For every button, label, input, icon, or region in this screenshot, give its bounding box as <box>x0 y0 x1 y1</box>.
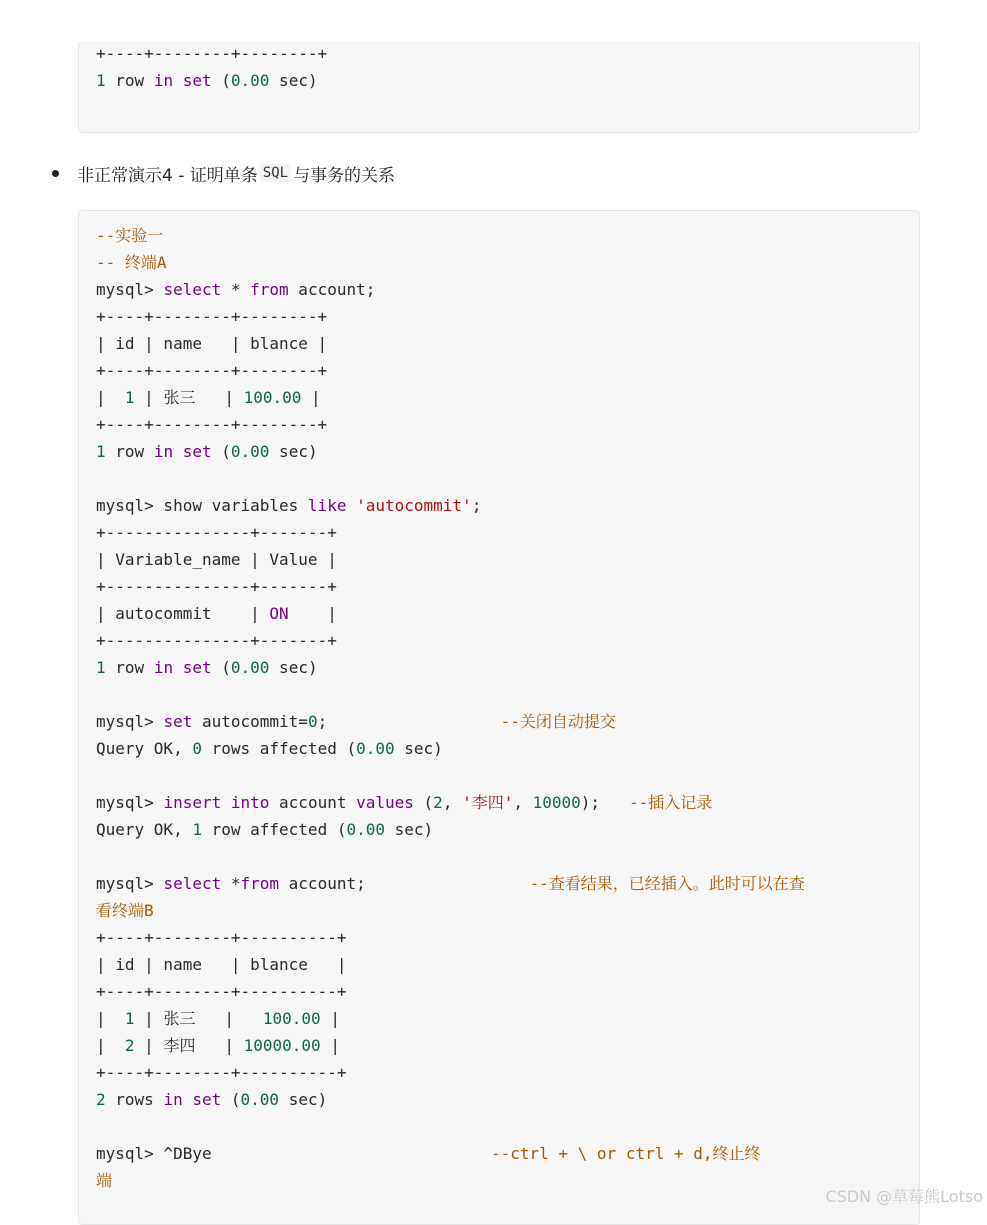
code-line <box>96 384 909 411</box>
watermark: CSDN @草莓熊Lotso <box>825 1187 983 1206</box>
code-token: +---------------+-------+ <box>96 631 337 650</box>
code-token: in <box>163 1090 183 1109</box>
code-token: 1 <box>96 442 106 461</box>
code-token: 0.00 <box>356 739 395 758</box>
code-token: 看终端B <box>96 901 154 920</box>
code-line <box>96 924 909 951</box>
code-token: 1 <box>124 388 135 407</box>
code-line <box>96 735 909 762</box>
code-token: 100.00 <box>262 1009 321 1028</box>
code-token: --查看结果，已经插入。此时可以在查 <box>529 874 805 893</box>
code-line <box>96 411 909 438</box>
code-token: 0 <box>307 712 318 731</box>
code-line <box>96 978 909 1005</box>
code-token: row <box>105 71 154 90</box>
code-line <box>96 276 909 303</box>
code-token: , <box>442 793 463 812</box>
code-block-main <box>78 210 920 1225</box>
code-token: mysql> <box>96 793 164 812</box>
code-token: sec) <box>269 658 318 677</box>
code-line <box>96 897 909 924</box>
code-token: values <box>356 793 414 812</box>
code-token <box>173 71 183 90</box>
code-block-top <box>78 42 920 133</box>
code-token: | <box>301 388 321 407</box>
bullet-text <box>77 161 395 186</box>
code-token: +----+--------+--------+ <box>96 44 328 63</box>
code-token: | Variable_name | Value | <box>96 550 337 569</box>
code-token: +----+--------+--------+ <box>96 361 328 380</box>
code-token: * <box>221 280 251 299</box>
code-line <box>96 681 909 708</box>
code-token: like <box>307 496 347 515</box>
code-token: autocommit= <box>192 712 308 731</box>
code-token: 10000 <box>532 793 581 812</box>
code-line <box>96 789 909 816</box>
bullet-text-before: 非正常演示4 - 证明单条 <box>77 165 258 186</box>
code-token: ( <box>211 658 231 677</box>
code-token: +----+--------+----------+ <box>96 1063 347 1082</box>
code-line <box>96 600 909 627</box>
code-line <box>96 438 909 465</box>
code-token: ; <box>317 712 501 731</box>
code-token: sec) <box>394 739 443 758</box>
code-token: sec) <box>269 71 318 90</box>
code-token: ON <box>269 604 289 623</box>
code-token: mysql> ^DBye <box>96 1144 491 1163</box>
code-token: --ctrl + \ or ctrl + d,终止终 <box>490 1144 761 1163</box>
bullet-item <box>52 160 395 186</box>
code-line <box>96 249 909 276</box>
code-token: select <box>163 280 222 299</box>
code-token: -- 终端A <box>96 253 167 272</box>
code-token: in <box>153 658 174 677</box>
bullet-dot-icon <box>52 170 59 177</box>
code-token <box>183 1090 193 1109</box>
code-token: from <box>240 874 280 893</box>
code-line <box>96 1086 909 1113</box>
code-token: | <box>320 1036 340 1055</box>
code-line <box>96 546 909 573</box>
code-token: --插入记录 <box>628 793 713 812</box>
code-token: ( <box>211 71 231 90</box>
code-token: --关闭自动提交 <box>500 712 616 731</box>
code-token: 1 <box>96 71 106 90</box>
code-token: set <box>182 658 212 677</box>
code-token: ; <box>471 496 482 515</box>
code-token: sec) <box>279 1090 328 1109</box>
code-token: set <box>182 442 212 461</box>
code-token: +---------------+-------+ <box>96 577 337 596</box>
code-token: ( <box>221 1090 241 1109</box>
bullet-text-after: 与事务的关系 <box>293 165 396 186</box>
code-token: | id | name | blance | <box>96 334 328 353</box>
code-line <box>96 67 909 94</box>
code-token: +----+--------+----------+ <box>96 928 347 947</box>
code-token: row <box>105 658 154 677</box>
code-token: ( <box>211 442 231 461</box>
code-line <box>96 627 909 654</box>
code-line <box>96 1140 909 1167</box>
code-token: rows <box>105 1090 164 1109</box>
code-token: | id | name | blance | <box>96 955 347 974</box>
code-token: | <box>96 1036 125 1055</box>
code-token: +----+--------+----------+ <box>96 982 347 1001</box>
code-token: 1 <box>96 658 106 677</box>
code-token: 1 <box>124 1009 135 1028</box>
code-line <box>96 1032 909 1059</box>
code-token: | 李四 | <box>134 1036 244 1055</box>
code-token: 0.00 <box>230 71 270 90</box>
code-token: mysql> show variables <box>96 496 308 515</box>
code-token: from <box>250 280 289 299</box>
code-token: '李四' <box>462 793 514 812</box>
code-token: in <box>153 71 174 90</box>
code-token: set <box>192 1090 222 1109</box>
code-line <box>96 222 909 249</box>
code-line <box>96 1059 909 1086</box>
code-token: rows affected ( <box>201 739 357 758</box>
code-token <box>346 496 356 515</box>
code-token: row <box>105 442 154 461</box>
code-token: 2 <box>96 1090 106 1109</box>
code-token: mysql> <box>96 712 164 731</box>
code-token: into <box>230 793 270 812</box>
code-token: insert <box>163 793 222 812</box>
code-token: set <box>163 712 193 731</box>
code-line <box>96 303 909 330</box>
code-line <box>96 465 909 492</box>
code-token: +----+--------+--------+ <box>96 415 328 434</box>
code-line <box>96 1005 909 1032</box>
code-token: | autocommit | <box>96 604 270 623</box>
code-token: +---------------+-------+ <box>96 523 337 542</box>
code-token: select <box>163 874 222 893</box>
code-line <box>96 519 909 546</box>
code-token: | <box>320 1009 340 1028</box>
code-token: 1 <box>192 820 202 839</box>
code-token: , <box>513 793 533 812</box>
code-line <box>96 843 909 870</box>
code-token: account <box>269 793 357 812</box>
code-token: 100.00 <box>243 388 302 407</box>
code-token: 0 <box>192 739 202 758</box>
code-line <box>96 1113 909 1140</box>
code-token <box>221 793 231 812</box>
code-token <box>173 442 183 461</box>
code-token: +----+--------+--------+ <box>96 307 328 326</box>
code-line <box>96 870 909 897</box>
code-token: 0.00 <box>346 820 385 839</box>
code-token: 2 <box>433 793 443 812</box>
code-token: Query OK, <box>96 820 193 839</box>
code-token: | <box>96 388 125 407</box>
code-line <box>96 654 909 681</box>
code-line <box>96 1167 909 1194</box>
code-token: account; <box>288 280 376 299</box>
code-token: --实验一 <box>96 226 164 245</box>
code-token: mysql> <box>96 280 164 299</box>
code-line <box>96 816 909 843</box>
code-line <box>96 330 909 357</box>
code-line <box>96 573 909 600</box>
code-token: in <box>153 442 174 461</box>
code-token: 'autocommit' <box>356 496 472 515</box>
code-token: Query OK, <box>96 739 193 758</box>
code-token: 端 <box>96 1171 113 1190</box>
code-token: * <box>221 874 241 893</box>
code-token: sec) <box>385 820 434 839</box>
code-token: 10000.00 <box>243 1036 321 1055</box>
inline-code: SQL <box>260 164 291 182</box>
code-token: row affected ( <box>201 820 347 839</box>
code-token: account; <box>279 874 530 893</box>
code-line <box>96 708 909 735</box>
code-token: mysql> <box>96 874 164 893</box>
code-token: 0.00 <box>230 658 270 677</box>
code-token: 2 <box>124 1036 135 1055</box>
code-token: 0.00 <box>230 442 270 461</box>
code-line <box>96 492 909 519</box>
code-token: set <box>182 71 212 90</box>
code-line <box>96 357 909 384</box>
code-token: ( <box>413 793 434 812</box>
code-token <box>173 658 183 677</box>
code-token: sec) <box>269 442 318 461</box>
code-token: ); <box>580 793 629 812</box>
code-line <box>96 762 909 789</box>
code-token: | 张三 | <box>134 388 244 407</box>
code-token: | 张三 | <box>134 1009 263 1028</box>
code-token: | <box>96 1009 125 1028</box>
code-line <box>96 40 909 67</box>
code-token: | <box>288 604 337 623</box>
code-token: 0.00 <box>240 1090 280 1109</box>
code-line <box>96 951 909 978</box>
